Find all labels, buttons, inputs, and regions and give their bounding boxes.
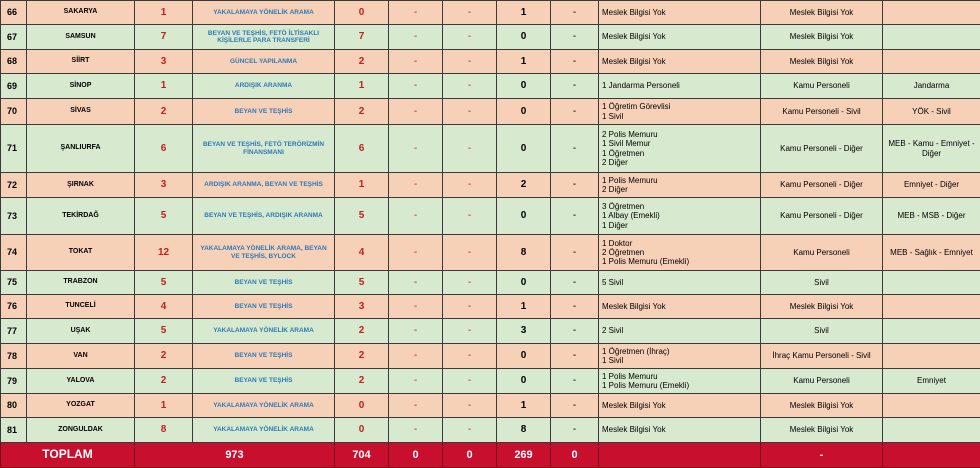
profession-list (599, 25, 761, 50)
row-number: 77 (1, 319, 27, 344)
count-col-4: 1 (497, 1, 551, 25)
profession-list (599, 50, 761, 74)
table-row (1, 369, 980, 394)
table-row (1, 418, 980, 443)
count-col-4: 3 (497, 319, 551, 344)
province-name: TUNCELİ (27, 295, 135, 319)
institution (883, 295, 980, 319)
province-name: ŞIRNAK (27, 173, 135, 198)
profession-line: 1 Öğretim Görevlisi (602, 102, 757, 111)
profession-list (599, 394, 761, 418)
count-col-3: - (443, 198, 497, 235)
operation-type: BEYAN VE TEŞHİS (193, 99, 335, 125)
count-col-1: 5 (335, 271, 389, 295)
count-col-2: - (389, 25, 443, 50)
count-col-5: - (551, 295, 599, 319)
count-col-3: - (443, 235, 497, 271)
table-row (1, 295, 980, 319)
profession-line: Meslek Bilgisi Yok (602, 425, 757, 434)
count-col-4: 0 (497, 99, 551, 125)
profession-category: Kamu Personeli - Diğer (761, 125, 883, 173)
profession-category: Kamu Personeli (761, 235, 883, 271)
count-col-4: 1 (497, 394, 551, 418)
operation-type: ARDIŞIK ARANMA, BEYAN VE TEŞHİS (193, 173, 335, 198)
totals-profession (599, 443, 761, 468)
total-count: 5 (135, 271, 193, 295)
totals-col-3: 0 (443, 443, 497, 468)
profession-line: Meslek Bilgisi Yok (602, 57, 757, 66)
count-col-2: - (389, 99, 443, 125)
profession-list (599, 74, 761, 99)
profession-category: Meslek Bilgisi Yok (761, 25, 883, 50)
province-name: SİNOP (27, 74, 135, 99)
table-row (1, 50, 980, 74)
institution (883, 271, 980, 295)
row-number: 67 (1, 25, 27, 50)
totals-col-4: 269 (497, 443, 551, 468)
profession-category: Meslek Bilgisi Yok (761, 295, 883, 319)
profession-line: 1 Sivil Memur (602, 139, 757, 148)
row-number: 81 (1, 418, 27, 443)
count-col-4: 0 (497, 271, 551, 295)
row-number: 74 (1, 235, 27, 271)
count-col-4: 8 (497, 235, 551, 271)
profession-line: 1 Albay (Emekli) (602, 211, 757, 220)
count-col-4: 0 (497, 74, 551, 99)
institution (883, 25, 980, 50)
totals-label: TOPLAM (1, 443, 135, 468)
count-col-2: - (389, 295, 443, 319)
operation-type: YAKALAMAYA YÖNELİK ARAMA, BEYAN VE TEŞHİS, BYLOCK (193, 235, 335, 271)
count-col-2: - (389, 418, 443, 443)
row-number: 75 (1, 271, 27, 295)
total-count: 3 (135, 50, 193, 74)
profession-category: Sivil (761, 319, 883, 344)
row-number: 79 (1, 369, 27, 394)
count-col-1: 3 (335, 295, 389, 319)
count-col-3: - (443, 99, 497, 125)
profession-line: 1 Öğretmen (İhraç) (602, 347, 757, 356)
profession-line: 3 Öğretmen (602, 202, 757, 211)
total-count: 4 (135, 295, 193, 319)
count-col-2: - (389, 369, 443, 394)
institution (883, 1, 980, 25)
profession-category: Meslek Bilgisi Yok (761, 50, 883, 74)
count-col-3: - (443, 271, 497, 295)
total-count: 1 (135, 74, 193, 99)
count-col-2: - (389, 319, 443, 344)
operation-type: BEYAN VE TEŞHİS (193, 369, 335, 394)
profession-category: Meslek Bilgisi Yok (761, 394, 883, 418)
count-col-3: - (443, 394, 497, 418)
count-col-3: - (443, 125, 497, 173)
table-row (1, 125, 980, 173)
province-name: TOKAT (27, 235, 135, 271)
profession-line: 2 Diğer (602, 158, 757, 167)
profession-line: 1 Polis Memuru (602, 176, 757, 185)
operation-type: GÜNCEL YAPILANMA (193, 50, 335, 74)
profession-category: Meslek Bilgisi Yok (761, 418, 883, 443)
count-col-1: 4 (335, 235, 389, 271)
totals-total: 973 (135, 443, 335, 468)
institution: Jandarma (883, 74, 980, 99)
total-count: 1 (135, 394, 193, 418)
profession-list (599, 125, 761, 173)
institution (883, 344, 980, 369)
count-col-2: - (389, 125, 443, 173)
count-col-5: - (551, 25, 599, 50)
count-col-1: 0 (335, 418, 389, 443)
profession-line: 2 Öğretmen (602, 248, 757, 257)
count-col-4: 2 (497, 173, 551, 198)
count-col-1: 0 (335, 394, 389, 418)
operation-type: YAKALAMAYA YÖNELİK ARAMA (193, 1, 335, 25)
profession-line: 1 Doktor (602, 239, 757, 248)
count-col-2: - (389, 235, 443, 271)
profession-line: 2 Polis Memuru (602, 130, 757, 139)
profession-line: 1 Jandarma Personeli (602, 81, 757, 90)
institution: Emniyet - Diğer (883, 173, 980, 198)
count-col-3: - (443, 50, 497, 74)
count-col-1: 1 (335, 74, 389, 99)
count-col-5: - (551, 173, 599, 198)
table-row (1, 235, 980, 271)
count-col-4: 0 (497, 25, 551, 50)
count-col-4: 1 (497, 50, 551, 74)
profession-category: Kamu Personeli (761, 74, 883, 99)
institution: MEB - MSB - Diğer (883, 198, 980, 235)
institution (883, 319, 980, 344)
totals-institution (883, 443, 980, 468)
count-col-5: - (551, 235, 599, 271)
count-col-5: - (551, 99, 599, 125)
profession-list (599, 198, 761, 235)
profession-line: 2 Diğer (602, 185, 757, 194)
count-col-2: - (389, 271, 443, 295)
count-col-3: - (443, 74, 497, 99)
count-col-2: - (389, 344, 443, 369)
count-col-5: - (551, 394, 599, 418)
operation-type: YAKALAMAYA YÖNELİK ARAMA (193, 319, 335, 344)
institution (883, 394, 980, 418)
count-col-1: 7 (335, 25, 389, 50)
table-row (1, 25, 980, 50)
count-col-4: 0 (497, 344, 551, 369)
row-number: 66 (1, 1, 27, 25)
count-col-3: - (443, 319, 497, 344)
count-col-1: 2 (335, 344, 389, 369)
count-col-5: - (551, 125, 599, 173)
table-row (1, 1, 980, 25)
profession-list (599, 271, 761, 295)
province-name: YALOVA (27, 369, 135, 394)
table-body (1, 1, 980, 468)
total-count: 5 (135, 319, 193, 344)
institution: MEB - Kamu - Emniyet - Diğer (883, 125, 980, 173)
count-col-5: - (551, 198, 599, 235)
count-col-2: - (389, 1, 443, 25)
row-number: 70 (1, 99, 27, 125)
operation-type: BEYAN VE TEŞHİS (193, 344, 335, 369)
count-col-2: - (389, 74, 443, 99)
profession-line: 1 Diğer (602, 221, 757, 230)
table-row (1, 74, 980, 99)
table-row (1, 173, 980, 198)
row-number: 68 (1, 50, 27, 74)
operation-type: ARDIŞIK ARANMA (193, 74, 335, 99)
count-col-1: 2 (335, 369, 389, 394)
profession-line: 1 Sivil (602, 112, 757, 121)
totals-category: - (761, 443, 883, 468)
count-col-5: - (551, 1, 599, 25)
institution (883, 50, 980, 74)
totals-col-2: 0 (389, 443, 443, 468)
count-col-5: - (551, 344, 599, 369)
count-col-4: 0 (497, 369, 551, 394)
profession-line: Meslek Bilgisi Yok (602, 32, 757, 41)
total-count: 1 (135, 1, 193, 25)
profession-list (599, 173, 761, 198)
totals-col-5: 0 (551, 443, 599, 468)
count-col-1: 6 (335, 125, 389, 173)
totals-row (1, 443, 980, 468)
profession-category: Sivil (761, 271, 883, 295)
province-name: SAMSUN (27, 25, 135, 50)
province-name: TRABZON (27, 271, 135, 295)
count-col-2: - (389, 173, 443, 198)
count-col-5: - (551, 369, 599, 394)
operation-type: BEYAN VE TEŞHİS, FETÖ İLTİSAKLI KİŞİLERLE PARA TRANSFERİ (193, 25, 335, 50)
province-name: YOZGAT (27, 394, 135, 418)
count-col-3: - (443, 173, 497, 198)
table-row (1, 99, 980, 125)
count-col-3: - (443, 25, 497, 50)
count-col-1: 2 (335, 50, 389, 74)
profession-list (599, 319, 761, 344)
table-row (1, 319, 980, 344)
profession-line: 1 Polis Memuru (Emekli) (602, 257, 757, 266)
table-row (1, 198, 980, 235)
institution: Emniyet (883, 369, 980, 394)
province-name: UŞAK (27, 319, 135, 344)
table-row (1, 344, 980, 369)
total-count: 2 (135, 369, 193, 394)
operation-type: BEYAN VE TEŞHİS (193, 271, 335, 295)
count-col-1: 1 (335, 173, 389, 198)
total-count: 2 (135, 344, 193, 369)
operation-type: YAKALAMAYA YÖNELİK ARAMA (193, 418, 335, 443)
count-col-3: - (443, 418, 497, 443)
count-col-3: - (443, 1, 497, 25)
count-col-5: - (551, 50, 599, 74)
table-row (1, 394, 980, 418)
institution: YÖK - Sivil (883, 99, 980, 125)
profession-list (599, 418, 761, 443)
province-name: SİİRT (27, 50, 135, 74)
province-name: VAN (27, 344, 135, 369)
row-number: 80 (1, 394, 27, 418)
row-number: 72 (1, 173, 27, 198)
profession-category: Kamu Personeli - Sivil (761, 99, 883, 125)
count-col-3: - (443, 344, 497, 369)
province-name: SİVAS (27, 99, 135, 125)
profession-line: 1 Sivil (602, 356, 757, 365)
total-count: 2 (135, 99, 193, 125)
total-count: 6 (135, 125, 193, 173)
profession-line: Meslek Bilgisi Yok (602, 302, 757, 311)
count-col-4: 0 (497, 125, 551, 173)
total-count: 12 (135, 235, 193, 271)
profession-line: Meslek Bilgisi Yok (602, 401, 757, 410)
count-col-1: 2 (335, 319, 389, 344)
profession-list (599, 235, 761, 271)
profession-list (599, 99, 761, 125)
profession-line: 2 Sivil (602, 326, 757, 335)
profession-category: İhraç Kamu Personeli - Sivil (761, 344, 883, 369)
profession-line: 5 Sivil (602, 278, 757, 287)
profession-category: Kamu Personeli (761, 369, 883, 394)
profession-list (599, 344, 761, 369)
profession-line: 1 Polis Memuru (Emekli) (602, 381, 757, 390)
table-row (1, 271, 980, 295)
operation-type: BEYAN VE TEŞHİS, ARDIŞIK ARANMA (193, 198, 335, 235)
count-col-1: 2 (335, 99, 389, 125)
count-col-5: - (551, 74, 599, 99)
province-name: ZONGULDAK (27, 418, 135, 443)
total-count: 7 (135, 25, 193, 50)
province-name: SAKARYA (27, 1, 135, 25)
profession-line: Meslek Bilgisi Yok (602, 8, 757, 17)
totals-col-1: 704 (335, 443, 389, 468)
count-col-4: 1 (497, 295, 551, 319)
profession-category: Kamu Personeli - Diğer (761, 198, 883, 235)
profession-line: 1 Polis Memuru (602, 372, 757, 381)
province-name: TEKİRDAĞ (27, 198, 135, 235)
count-col-5: - (551, 418, 599, 443)
count-col-2: - (389, 394, 443, 418)
count-col-3: - (443, 295, 497, 319)
total-count: 3 (135, 173, 193, 198)
province-name: ŞANLIURFA (27, 125, 135, 173)
operation-type: BEYAN VE TEŞHİS, FETÖ TERÖRİZMİN FİNANSMANI (193, 125, 335, 173)
profession-list (599, 369, 761, 394)
count-col-1: 0 (335, 1, 389, 25)
count-col-4: 8 (497, 418, 551, 443)
institution (883, 418, 980, 443)
row-number: 73 (1, 198, 27, 235)
count-col-2: - (389, 50, 443, 74)
count-col-3: - (443, 369, 497, 394)
count-col-2: - (389, 198, 443, 235)
operation-type: BEYAN VE TEŞHİS (193, 295, 335, 319)
institution: MEB - Sağlık - Emniyet (883, 235, 980, 271)
total-count: 5 (135, 198, 193, 235)
operation-type: YAKALAMAYA YÖNELİK ARAMA (193, 394, 335, 418)
row-number: 78 (1, 344, 27, 369)
profession-line: 1 Öğretmen (602, 149, 757, 158)
total-count: 8 (135, 418, 193, 443)
count-col-4: 0 (497, 198, 551, 235)
count-col-5: - (551, 319, 599, 344)
count-col-5: - (551, 271, 599, 295)
profession-category: Meslek Bilgisi Yok (761, 1, 883, 25)
row-number: 76 (1, 295, 27, 319)
profession-list (599, 1, 761, 25)
count-col-1: 5 (335, 198, 389, 235)
row-number: 69 (1, 74, 27, 99)
profession-list (599, 295, 761, 319)
profession-category: Kamu Personeli - Diğer (761, 173, 883, 198)
row-number: 71 (1, 125, 27, 173)
